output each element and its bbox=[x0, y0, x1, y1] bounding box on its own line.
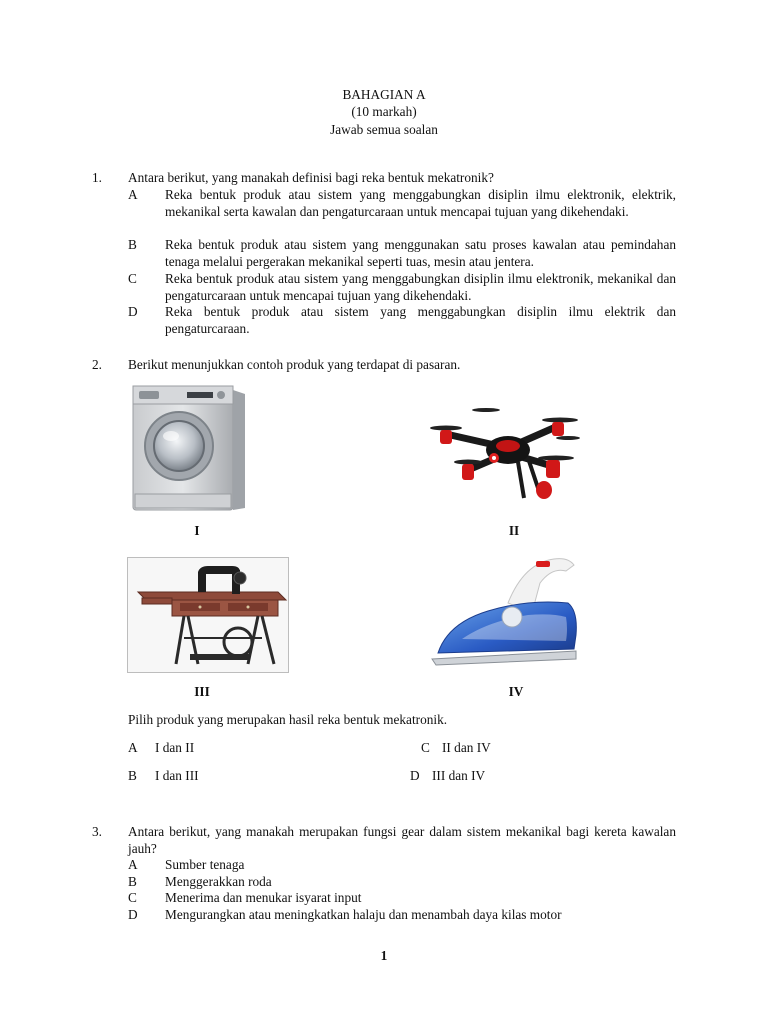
question-3-number: 3. bbox=[92, 824, 102, 839]
question-2-number: 2. bbox=[92, 357, 102, 372]
question-2-stem: Berikut menunjukkan contoh produk yang terdapat di pasaran. bbox=[128, 357, 461, 372]
image-label-iii: III bbox=[194, 684, 210, 699]
iron-icon bbox=[428, 553, 580, 671]
q2-option-a-text: I dan II bbox=[155, 740, 195, 755]
q2-option-b-text: I dan III bbox=[155, 768, 199, 783]
question-2-prompt: Pilih produk yang merupakan hasil reka bentuk mekatronik. bbox=[128, 712, 448, 727]
q3-option-b-letter: B bbox=[128, 874, 137, 889]
page-number: 1 bbox=[380, 948, 388, 963]
q2-option-b-letter: B bbox=[128, 768, 137, 783]
q3-option-a-text: Sumber tenaga bbox=[165, 857, 245, 872]
q1-option-c-letter: C bbox=[128, 271, 137, 286]
drone-icon bbox=[428, 398, 588, 508]
image-label-iv: IV bbox=[508, 684, 524, 699]
q1-option-d-letter: D bbox=[128, 304, 138, 319]
section-title: BAHAGIAN A bbox=[342, 87, 426, 102]
q1-option-b-text: Reka bentuk produk atau sistem yang menggunakan satu proses kawalan atau pemindahan tenaga melalui pergerakan mekanikal seperti tuas, mesin atau jentera. bbox=[165, 237, 676, 269]
q2-option-d-letter: D bbox=[410, 768, 420, 783]
q3-option-c-letter: C bbox=[128, 890, 137, 905]
q3-option-d-letter: D bbox=[128, 907, 138, 922]
q3-option-c-text: Menerima dan menukar isyarat input bbox=[165, 890, 362, 905]
sewing-machine-icon bbox=[127, 557, 289, 673]
q2-option-c-letter: C bbox=[421, 740, 430, 755]
image-label-i: I bbox=[194, 523, 200, 538]
section-marks: (10 markah) bbox=[351, 104, 417, 119]
q2-option-d-text: III dan IV bbox=[432, 768, 486, 783]
q2-option-a-letter: A bbox=[128, 740, 138, 755]
question-1-stem: Antara berikut, yang manakah definisi bagi reka bentuk mekatronik? bbox=[128, 170, 494, 185]
section-instruction: Jawab semua soalan bbox=[330, 122, 438, 137]
washing-machine-icon bbox=[127, 382, 249, 514]
q1-option-a-text: Reka bentuk produk atau sistem yang menggabungkan disiplin ilmu elektronik, elektrik, mekanikal serta kawalan dan pengaturcaraan untuk mencapai tujuan yang dikehendaki. bbox=[165, 187, 676, 219]
q2-option-c-text: II dan IV bbox=[442, 740, 491, 755]
q3-option-a-letter: A bbox=[128, 857, 138, 872]
q3-option-d-text: Mengurangkan atau meningkatkan halaju dan menambah daya kilas motor bbox=[165, 907, 562, 922]
question-1-number: 1. bbox=[92, 170, 102, 185]
q1-option-d-text: Reka bentuk produk atau sistem yang menggabungkan disiplin ilmu elektrik dan pengaturcaraan. bbox=[165, 304, 676, 336]
q1-option-a-letter: A bbox=[128, 187, 138, 202]
question-3-stem: Antara berikut, yang manakah merupakan fungsi gear dalam sistem mekanikal bagi kereta kawalan jauh? bbox=[128, 824, 676, 856]
image-label-ii: II bbox=[508, 523, 520, 538]
q1-option-c-text: Reka bentuk produk atau sistem yang menggabungkan disiplin ilmu elektronik, mekanikal dan pengaturcaraan untuk mencapai tujuan yang dikehendaki. bbox=[165, 271, 676, 303]
q1-option-b-letter: B bbox=[128, 237, 137, 252]
q3-option-b-text: Menggerakkan roda bbox=[165, 874, 272, 889]
